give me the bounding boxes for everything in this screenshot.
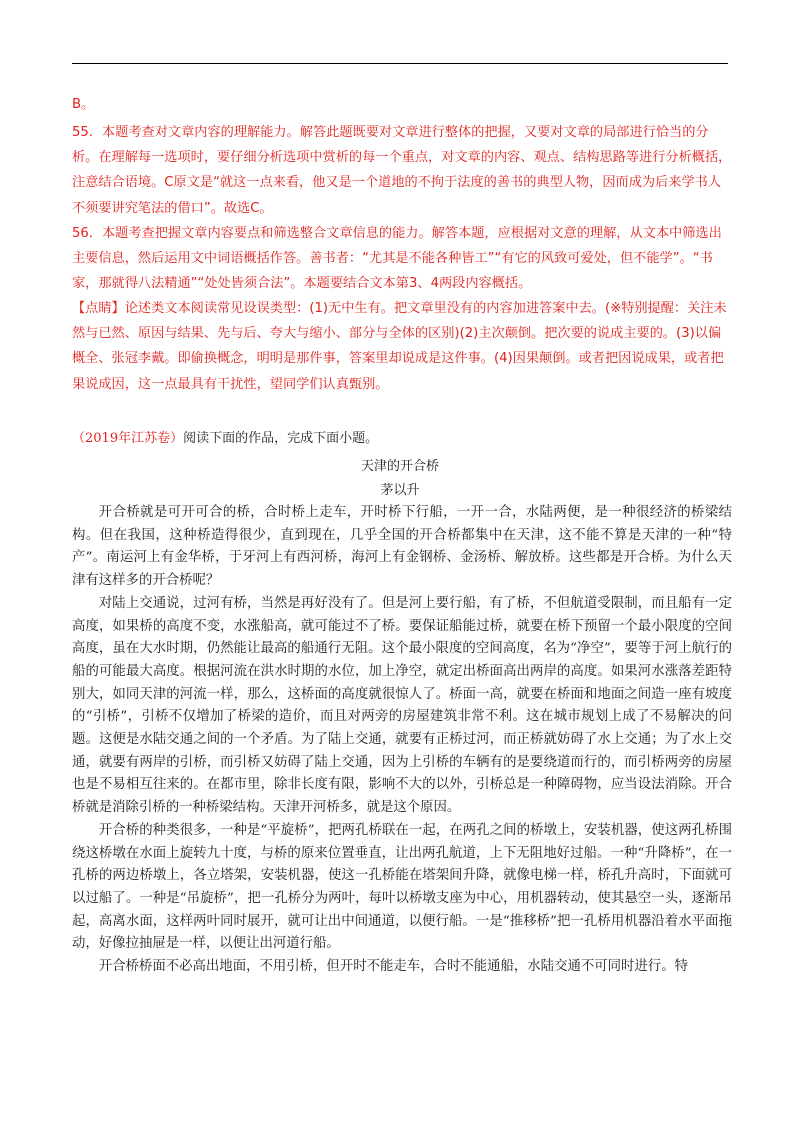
article-paragraph: 开合桥的种类很多，一种是“平旋桥”，把两孔桥联在一起，在两孔之间的桥墩上，安装机器，使这两孔桥围绕这桥墩在水面上旋转九十度，与桥的原来位置垂直，让出两孔航道，上下无阻地好过船。一种“升降桥”，在一孔桥的两边桥墩上，各立塔架，安装机器，使这一孔桥能在塔架间升降，就像电梯一样，桥孔升高时，下面就可以过船了。一种是“吊旋桥”，把一孔桥分为两叶，每叶以桥墩支座为中心，用机器转动，使其悬空一头，逐渐吊起，高离水面，这样两叶同时展开，就可让出中间通道，以便行船。一是“推移桥”把一孔桥用机器沿着水平面拖动，好像拉抽屉是一样，以便让出河道行船。 xyxy=(72,822,732,952)
answer-56: 56．本题考查把握文章内容要点和筛选整合文章信息的能力。解答本题，应根据对文意的理解，从文本中筛选出主要信息，然后运用文中词语概括作答。善书者：“尤其是不能各种皆工”“有它的风致可爱处，但不能学”。“书家，那就得八法精通”“处处皆须合法”。本题要结合文本第3、4两段内容概括。 xyxy=(72,226,722,292)
source-year-tag: （2019年江苏卷） xyxy=(72,431,184,446)
tip-label: 【点睛】 xyxy=(72,301,125,316)
article-title: 天津的开合桥 xyxy=(360,459,439,474)
answer-56-block xyxy=(72,221,732,297)
source-line xyxy=(72,428,732,450)
source-instruction: 阅读下面的作品，完成下面小题。 xyxy=(183,431,379,446)
answer-55-block xyxy=(72,120,732,221)
article-body xyxy=(72,502,732,979)
article-paragraph: 开合桥就是可开可合的桥，合时桥上走车，开时桥下行船，一开一合，水陆两便，是一种很经济的桥梁结构。但在我国，这种桥造得很少，直到现在，几乎全国的开合桥都集中在天津，这不能不算是天津的一种“特产”。南运河上有金华桥，于牙河上有西河桥，海河上有金钢桥、金汤桥、解放桥。这些都是开合桥。为什么天津有这样多的开合桥呢？ xyxy=(72,505,732,589)
answer-b: B。 xyxy=(72,97,95,112)
article-paragraph: 对陆上交通说，过河有桥，当然是再好没有了。但是河上要行船，有了桥，不但航道受限制，而且船有一定高度，如果桥的高度不变，水涨船高，就可能过不了桥。要保证船能过桥，就要在桥下预留一个最小限度的空间高度，虽在大水时期，仍然能让最高的船通行无阻。这个最小限度的空间高度，名为“净空”，要等于河上航行的船的可能最大高度。根据河流在洪水时期的水位，加上净空，就定出桥面高出两岸的高度。如果河水涨落差距特别大，如同天津的河流一样，那么，这桥面的高度就很惊人了。桥面一高，就要在桥面和地面之间造一座有坡度的“引桥”，引桥不仅增加了桥梁的造价，而且对两旁的房屋建筑非常不利。这在城市规划上成了不易解决的问题。这便是水陆交通之间的一个矛盾。为了陆上交通，就要有正桥过河，而正桥就妨碍了水上交通；为了水上交通，就要有两岸的引桥，而引桥又妨碍了陆上交通，因为上引桥的车辆有的是要绕道而行的，而引桥两旁的房屋也是不易相互往来的。在都市里，除非长度有限，影响不大的以外，引桥总是一种障碍物，应当设法消除。开合桥就是消除引桥的一种桥梁结构。天津开河桥多，就是这个原因。 xyxy=(72,595,732,816)
answer-55: 55．本题考查对文章内容的理解能力。解答此题既要对文章进行整体的把握，又要对文章的局部进行恰当的分析。在理解每一选项时，要仔细分析选项中赏析的每一个重点，对文章的内容、观点、结构思路等进行分析概括，注意结合语境。C原文是“就这一点来看，他又是一个道地的不拘于法度的善书的典型人物，因而成为后来学书人不须要讲究笔法的借口”。故选C。 xyxy=(72,125,732,216)
tip-paragraph xyxy=(72,296,732,397)
tip-text: 论述类文本阅读常见设误类型：(1)无中生有。把文章里没有的内容加进答案中去。(※特别提醒：关注未然与已然、原因与结果、先与后、夸大与缩小、部分与全体的区别)(2)主次颠倒。把次要的说成主要的。(3)以偏概全、张冠李戴。即偷换概念，明明是那件事，答案里却说成是这件事。(4)因果颠倒。或者把因说成果，或者把果说成因，这一点最具有干扰性，望同学们认真甄别。 xyxy=(72,301,727,392)
article-author: 茅以升 xyxy=(380,483,420,498)
article-paragraph: 开合桥桥面不必高出地面，不用引桥，但开时不能走车，合时不能通船，水陆交通不可同时进行。特 xyxy=(98,959,688,975)
tip-block xyxy=(72,296,732,397)
header-rule xyxy=(72,63,728,64)
answer-b-line xyxy=(72,92,732,117)
